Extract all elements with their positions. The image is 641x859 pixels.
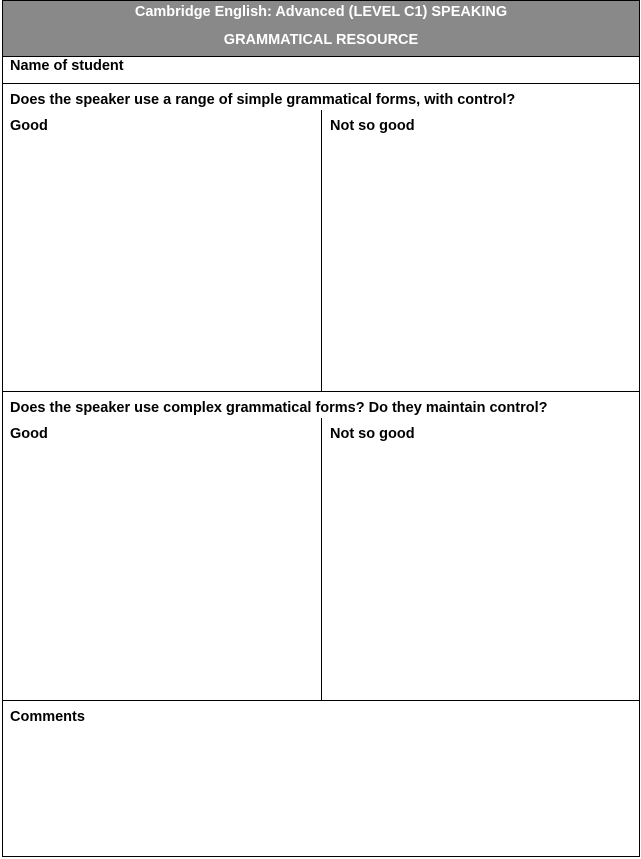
complex-forms-question: Does the speaker use complex grammatical forms? Do they maintain control?	[10, 400, 548, 416]
simple-forms-not-so-good-label: Not so good	[330, 118, 415, 134]
complex-forms-section	[3, 392, 639, 701]
form-subtitle: GRAMMATICAL RESOURCE	[223, 32, 419, 48]
simple-forms-section	[3, 84, 639, 392]
column-divider	[321, 110, 322, 391]
complex-forms-good-label: Good	[10, 426, 48, 442]
form-header	[3, 1, 639, 57]
simple-forms-question: Does the speaker use a range of simple grammatical forms, with control?	[10, 92, 516, 108]
column-divider	[321, 418, 322, 700]
comments-label: Comments	[10, 709, 85, 725]
comments-field[interactable]	[3, 701, 639, 858]
assessment-form	[2, 0, 640, 857]
complex-forms-not-so-good-label: Not so good	[330, 426, 415, 442]
student-name-label: Name of student	[10, 58, 124, 74]
form-title: Cambridge English: Advanced (LEVEL C1) SPEAKING	[134, 4, 508, 20]
student-name-field[interactable]	[3, 57, 639, 84]
simple-forms-good-label: Good	[10, 118, 48, 134]
